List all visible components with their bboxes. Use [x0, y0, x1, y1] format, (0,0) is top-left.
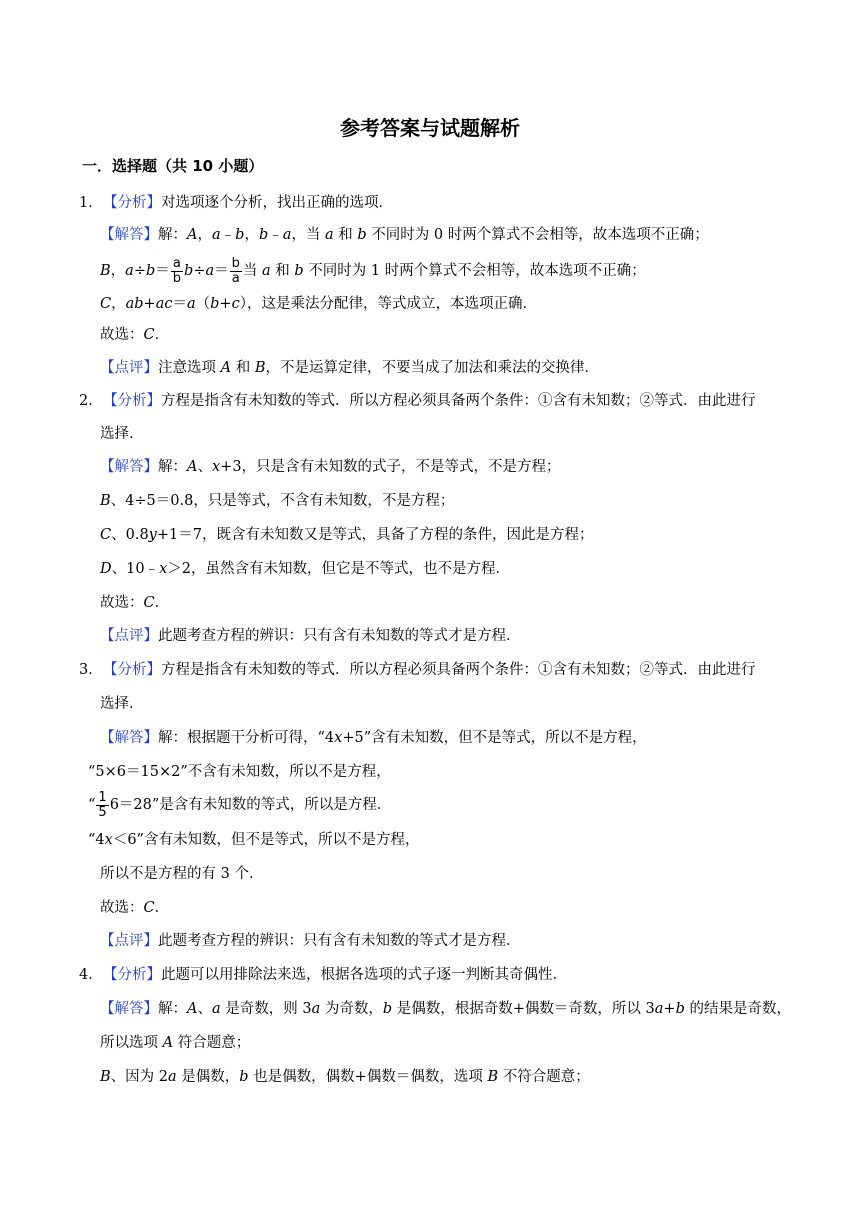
- comment-tag: 【点评】: [100, 360, 158, 376]
- q1-answer-line: 【解答】解：A，a﹣b，b﹣a，当 a 和 b 不同时为 0 时两个算式不会相等，故本选项不正确；: [100, 227, 709, 243]
- q3-comment: 【点评】此题考查方程的辨识：只有含有未知数的等式才是方程．: [100, 933, 521, 949]
- q4-answer-a: 【解答】解：A、a 是奇数，则 3a 为奇数，b 是偶数，根据奇数+偶数＝奇数，所以 3a+b 的结果是奇数，: [100, 1001, 791, 1017]
- question-number: 3．: [79, 662, 103, 678]
- fraction-b-over-a: $\frac{b}{a}$: [231, 255, 240, 286]
- analysis-text: 对选项逐个分析，找出正确的选项．: [161, 195, 393, 211]
- q2-analysis: 【分析】方程是指含有未知数的等式．所以方程必须具备两个条件：①含有未知数；②等式．由此进行: [103, 393, 756, 409]
- comment-tag: 【点评】: [100, 628, 158, 644]
- q4-answer-b: B、因为 2a 是偶数，b 也是偶数，偶数+偶数＝偶数，选项 B 不符合题意；: [100, 1069, 590, 1085]
- q3-answer-l4: “4x＜6”含有未知数，但不是等式，所以不是方程，: [88, 832, 420, 848]
- q3-analysis-cont: 选择．: [100, 696, 144, 712]
- answer-tag: 【解答】: [100, 459, 158, 475]
- q3-answer-l5: 所以不是方程的有 3 个．: [100, 866, 264, 882]
- comment-tag: 【点评】: [100, 933, 158, 949]
- q2-choice: 故选：C．: [100, 595, 170, 611]
- q3-analysis: 【分析】方程是指含有未知数的等式．所以方程必须具备两个条件：①含有未知数；②等式．由此进行: [103, 662, 756, 678]
- q4-answer-a-cont: 所以选项 A 符合题意；: [100, 1035, 251, 1051]
- section-heading: 一．选择题（共 10 小题）: [82, 157, 264, 175]
- q3-choice: 故选：C．: [100, 900, 170, 916]
- q2-answer-b: B、4÷5＝0.8，只是等式，不含有未知数，不是方程；: [100, 493, 455, 509]
- q1-comment: 【点评】注意选项 A 和 B，不是运算定律，不要当成了加法和乘法的交换律．: [100, 360, 599, 376]
- q1-choice: 故选：C．: [100, 327, 170, 343]
- answer-tag: 【解答】: [100, 227, 158, 243]
- question-number: 2．: [79, 393, 103, 409]
- analysis-tag: 【分析】: [103, 967, 161, 983]
- q3-answer-l2: “5×6＝15×2”不含有未知数，所以不是方程，: [88, 764, 391, 780]
- q2-answer-c: C、0.8y+1＝7，既含有未知数又是等式，具备了方程的条件，因此是方程；: [100, 527, 594, 543]
- page-title: 参考答案与试题解析: [340, 116, 520, 140]
- q1-analysis: [103, 193, 393, 213]
- question-number: 4．: [79, 967, 103, 983]
- question-number: 1．: [79, 195, 103, 211]
- analysis-tag: 【分析】: [103, 195, 161, 211]
- analysis-tag: 【分析】: [103, 662, 161, 678]
- q2-answer-d: D、10﹣x＞2，虽然含有未知数，但它是不等式，也不是方程．: [100, 561, 511, 577]
- fraction-one-fifth: $\frac{1}{5}$: [98, 789, 107, 820]
- q2-answer-a: 【解答】解：A、x+3，只是含有未知数的式子，不是等式，不是方程；: [100, 459, 561, 475]
- answer-tag: 【解答】: [100, 730, 158, 746]
- fraction-a-over-b: $\frac{a}{b}$: [172, 255, 182, 286]
- q2-comment: 【点评】此题考查方程的辨识：只有含有未知数的等式才是方程．: [100, 628, 521, 644]
- q3-answer-l1: 【解答】解：根据题干分析可得，“4x+5”含有未知数，但不是等式，所以不是方程，: [100, 730, 647, 746]
- q4-analysis: 【分析】此题可以用排除法来选，根据各选项的式子逐一判断其奇偶性．: [103, 967, 567, 983]
- q3-answer-l3: “ $\frac{1}{5}$ 6＝28”是含有未知数的等式，所以是方程．: [88, 789, 392, 820]
- q2-analysis-cont: 选择．: [100, 426, 144, 442]
- analysis-tag: 【分析】: [103, 393, 161, 409]
- q1-option-b-line: B，a÷b＝ $\frac{a}{b}$ b÷a＝ $\frac{b}{a}$ 当 a 和 b 不同时为 1 时两个算式不会相等，故本选项不正确；: [100, 255, 646, 286]
- q1-option-c-line: C，ab+ac＝a（b+c），这是乘法分配律，等式成立，本选项正确．: [100, 296, 537, 312]
- answer-tag: 【解答】: [100, 1001, 158, 1017]
